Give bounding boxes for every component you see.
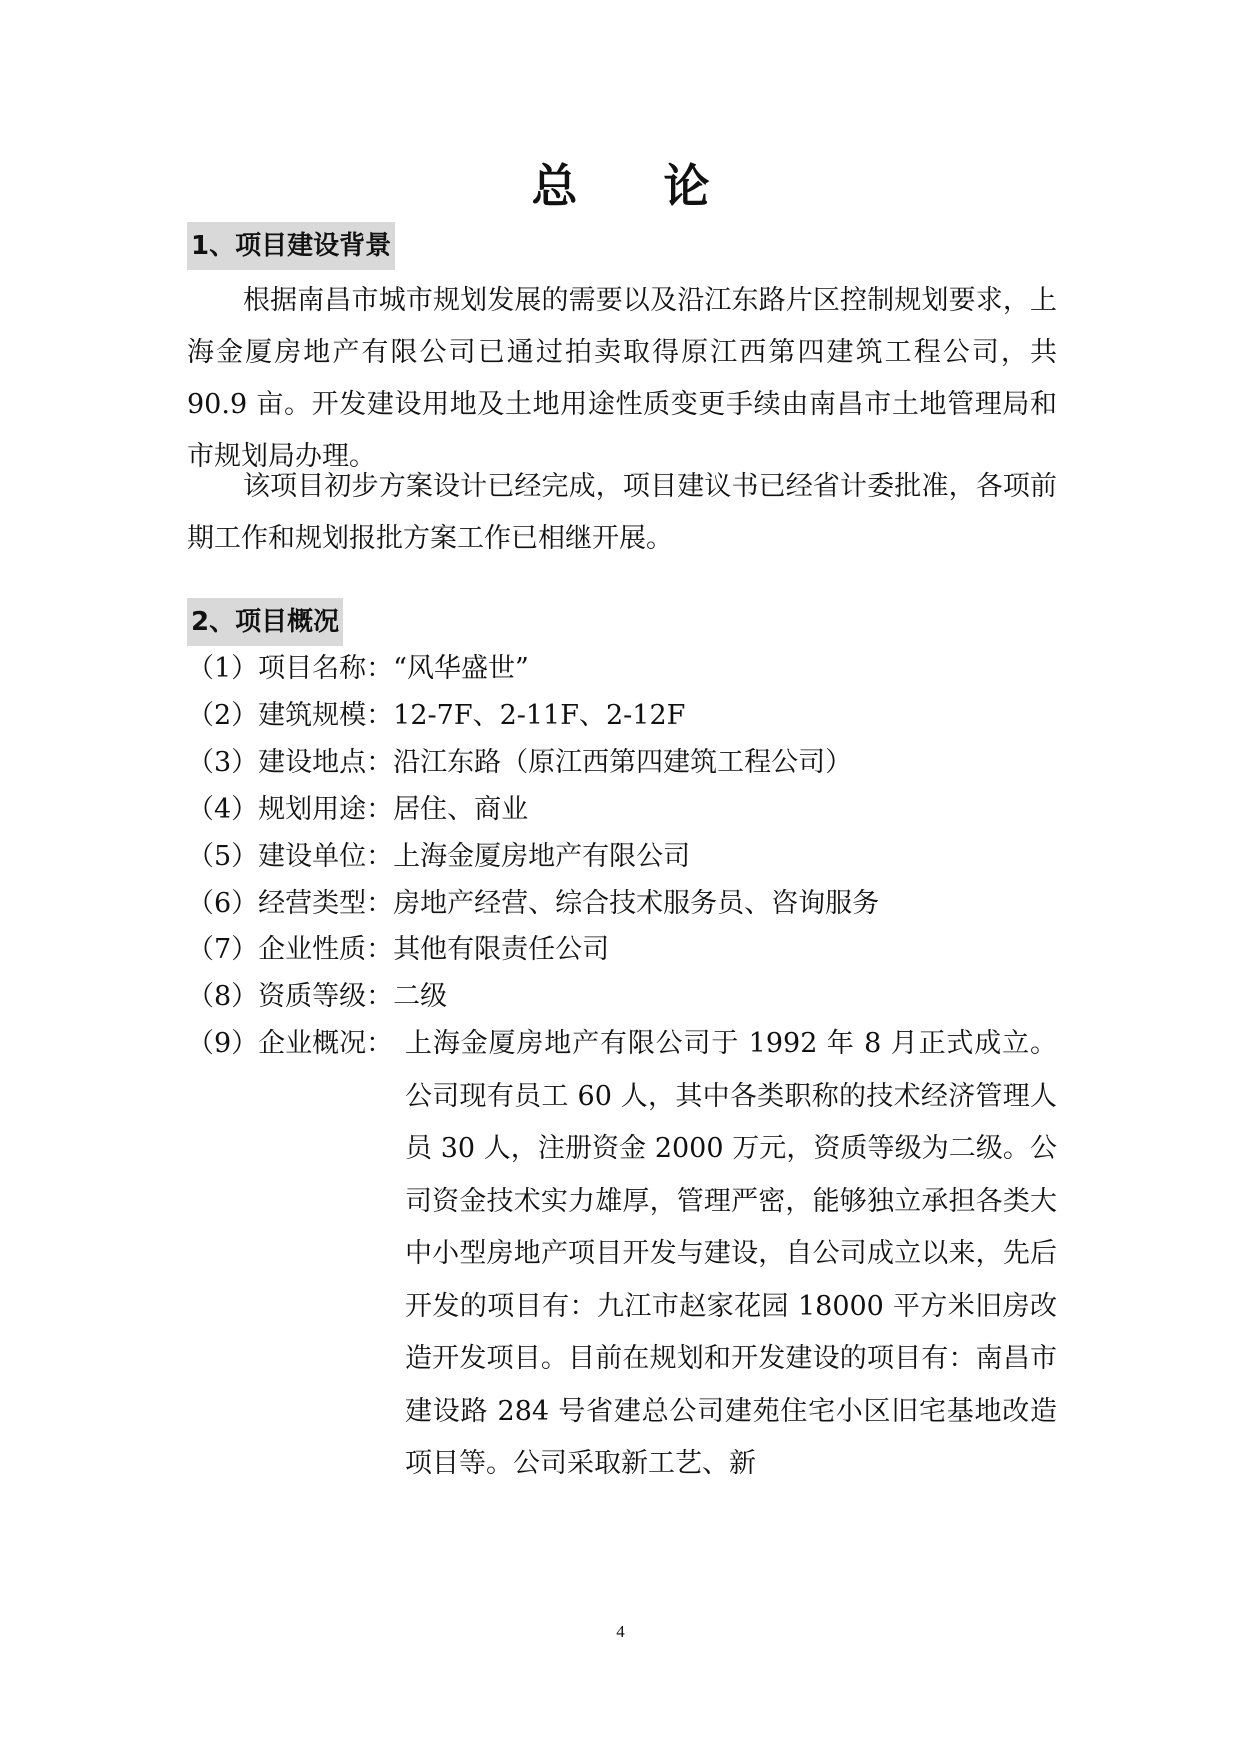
overview-item-9-label: （9）企业概况：	[187, 1028, 394, 1059]
overview-item-location: （3）建设地点：沿江东路（原江西第四建筑工程公司）	[187, 747, 853, 778]
overview-item-usage: （4）规划用途：居住、商业	[187, 794, 529, 825]
title-char-left: 总	[531, 159, 578, 213]
page-number: 4	[616, 1622, 625, 1641]
section-1-paragraph-2: 该项目初步方案设计已经完成，项目建议书已经省计委批准，各项前期工作和规划报批方案工作已相继开展。	[187, 471, 1057, 554]
section-2-heading: 2、项目概况	[187, 598, 343, 646]
overview-item-9-text: 上海金厦房地产有限公司于 1992 年 8 月正式成立。公司现有员工 60 人，其中各类职称的技术经济管理人员 30 人，注册资金 2000 万元，资质等级为二级。公司资金技术实力雄厚，管理严密，能够独立承担各类大中小型房地产项目开发与建设，自公司成立以来，先后开发的项目有：九江市赵家花园 18000 平方米旧房改造开发项目。目前在规划和开发建设的项目有：南昌市建设路 284 号省建总公司建苑住宅小区旧宅基地改造项目等。公司采取新工艺、新	[405, 1028, 1057, 1479]
overview-item-builder: （5）建设单位：上海金厦房地产有限公司	[187, 841, 691, 872]
overview-item-qualification: （8）资质等级：二级	[187, 981, 448, 1012]
page-title	[0, 158, 1241, 214]
overview-item-enterprise-nature: （7）企业性质：其他有限责任公司	[187, 934, 610, 965]
section-1-heading: 1、项目建设背景	[187, 222, 395, 270]
title-char-right: 论	[663, 159, 710, 213]
overview-item-name: （1）项目名称：“风华盛世”	[187, 653, 529, 684]
section-1-paragraph-1: 根据南昌市城市规划发展的需要以及沿江东路片区控制规划要求，上海金厦房地产有限公司已通过拍卖取得原江西第四建筑工程公司，共 90.9 亩。开发建设用地及土地用途性质变更手续由南昌市土地管理局和市规划局办理。	[187, 285, 1057, 472]
overview-item-business-type: （6）经营类型：房地产经营、综合技术服务员、咨询服务	[187, 888, 880, 919]
overview-item-scale: （2）建筑规模：12-7F、2-11F、2-12F	[187, 700, 686, 731]
